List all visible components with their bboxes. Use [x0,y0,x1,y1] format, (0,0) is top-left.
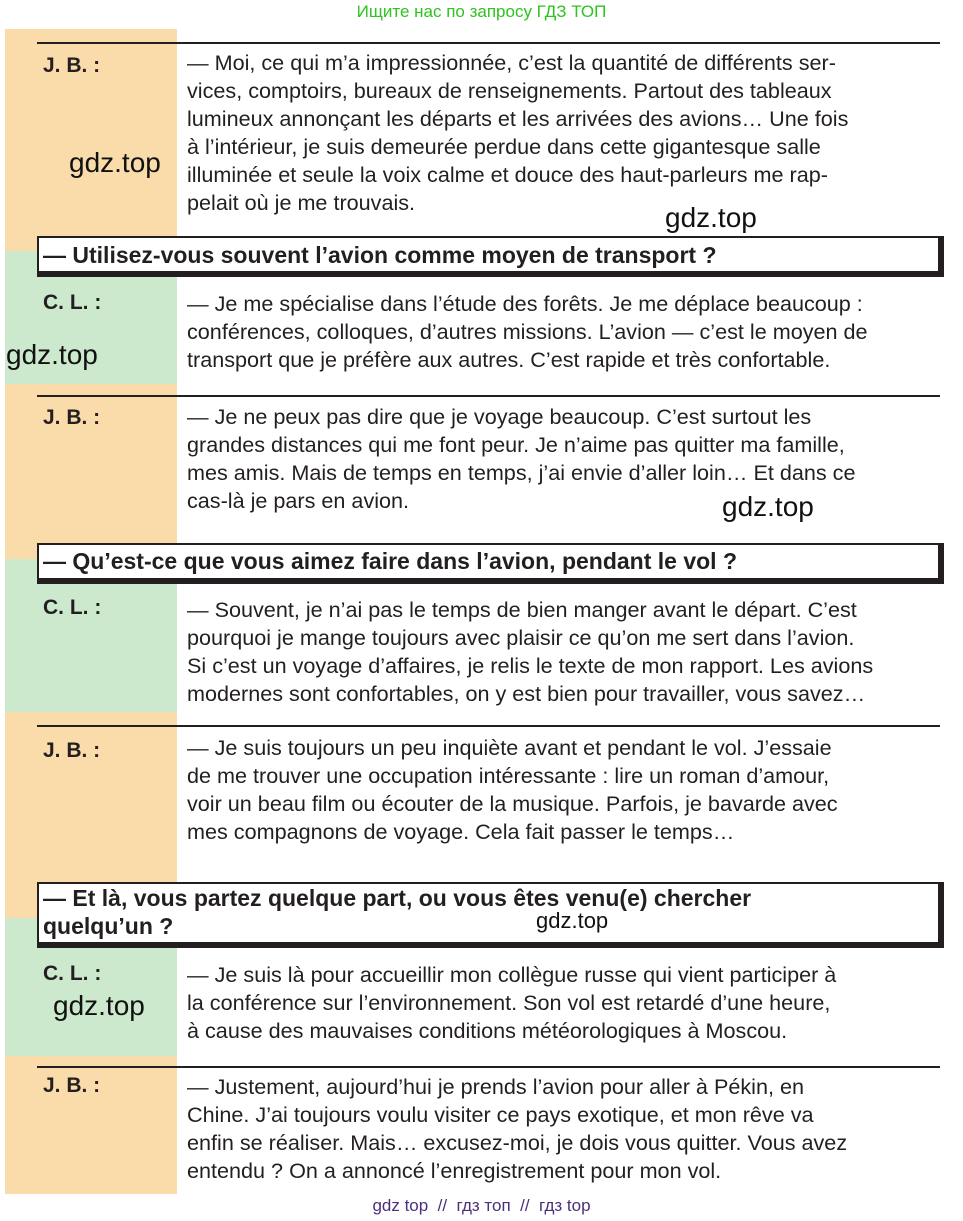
watermark: gdz.top [6,339,98,370]
reply-line: grandes distances qui me font peur. Je n’aime pas quitter ma famille, [187,432,845,457]
reply-line: la conférence sur l’environnement. Son vol est retardé d’une heure, [187,990,831,1015]
reply-line: vices, comptoirs, bureaux de renseignements. Partout des tableaux [187,78,832,103]
reply-line: voir un beau film ou écouter de la musique. Parfois, je bavarde avec [187,791,838,816]
question-line: — Qu’est-ce que vous aimez faire dans l’avion, pendant le vol ? [43,548,738,574]
reply-text [187,961,947,1045]
reply-line: enfin se réaliser. Mais… excusez-moi, je dois vous quitter. Vous avez [187,1130,848,1155]
reply-line: à l’intérieur, je suis demeurée perdue dans cette gigantesque salle [187,134,821,159]
separator-rule [37,395,940,397]
watermark: gdz.top [53,990,145,1021]
reply-line: cas-là je pars en avion. [187,488,410,513]
question-line: — Et là, vous partez quelque part, ou vous êtes venu(e) chercher [43,885,752,911]
reply-line: entendu ? On a annoncé l’enregistrement pour mon vol. [187,1158,722,1183]
question-line: — Utilisez-vous souvent l’avion comme moyen de transport ? [43,242,717,268]
reply-line: pelait où je me trouvais. [187,190,416,215]
question-text [43,884,943,940]
footer-links: gdz top // гдз топ // гдз top [372,1196,591,1215]
question-line: quelqu’un ? [43,913,174,939]
reply-line: mes amis. Mais de temps en temps, j’ai envie d’aller loin… Et dans ce [187,460,856,485]
reply-line: — Je suis là pour accueillir mon collègue russe qui vient participer à [187,962,837,987]
separator-rule [37,1066,940,1068]
reply-line: de me trouver une occupation intéressante : lire un roman d’amour, [187,763,830,788]
reply-line: Chine. J’ai toujours voulu visiter ce pays exotique, et mon rêve va [187,1102,814,1127]
top-banner: Ищите нас по запросу ГДЗ ТОП [356,2,607,21]
reply-line: modernes sont confortables, on y est bien pour travailler, vous savez… [187,681,866,706]
reply-line: pourquoi je mange toujours avec plaisir ce qu’on me sert dans l’avion. [187,625,855,650]
speaker-label: J. B. : [43,406,101,429]
reply-line: Si c’est un voyage d’affaires, je relis le texte de mon rapport. Les avions [187,653,874,678]
watermark: gdz.top [536,908,609,933]
reply-line: — Je ne peux pas dire que je voyage beaucoup. C’est surtout les [187,404,812,429]
reply-text [187,403,947,515]
reply-text [187,734,947,846]
reply-line: — Je suis toujours un peu inquiète avant et pendant le vol. J’essaie [187,735,832,760]
reply-line: — Moi, ce qui m’a impressionnée, c’est la quantité de différents ser- [187,50,836,75]
reply-line: — Justement, aujourd’hui je prends l’avion pour aller à Pékin, en [187,1074,804,1099]
speaker-label: C. L. : [43,962,102,985]
separator-rule [37,42,940,44]
speaker-label: C. L. : [43,291,102,314]
separator-rule [37,725,940,727]
reply-text [187,290,947,374]
question-text [43,241,943,269]
speaker-label: J. B. : [43,1074,101,1097]
reply-line: — Souvent, je n’ai pas le temps de bien manger avant le départ. C’est [187,597,857,622]
speaker-label: C. L. : [43,596,102,619]
reply-line: — Je me spécialise dans l’étude des forêts. Je me déplace beaucoup : [187,291,863,316]
reply-line: transport que je préfère aux autres. C’est rapide et très confortable. [187,347,831,372]
reply-text [187,596,947,708]
reply-line: lumineux annonçant les départs et les arrivées des avions… Une fois [187,106,849,131]
watermark: gdz.top [665,202,757,233]
reply-line: mes compagnons de voyage. Cela fait passer le temps… [187,819,735,844]
speaker-label: J. B. : [43,739,101,762]
watermark: gdz.top [722,491,814,522]
reply-text [187,49,947,217]
speaker-label: J. B. : [43,54,101,77]
reply-line: illuminée et seule la voix calme et douce des haut-parleurs me rap- [187,162,828,187]
watermark: gdz.top [69,147,161,178]
reply-line: conférences, colloques, d’autres missions. L’avion — c’est le moyen de [187,319,868,344]
question-text [43,547,943,575]
reply-line: à cause des mauvaises conditions météorologiques à Moscou. [187,1018,788,1043]
reply-text [187,1073,947,1185]
